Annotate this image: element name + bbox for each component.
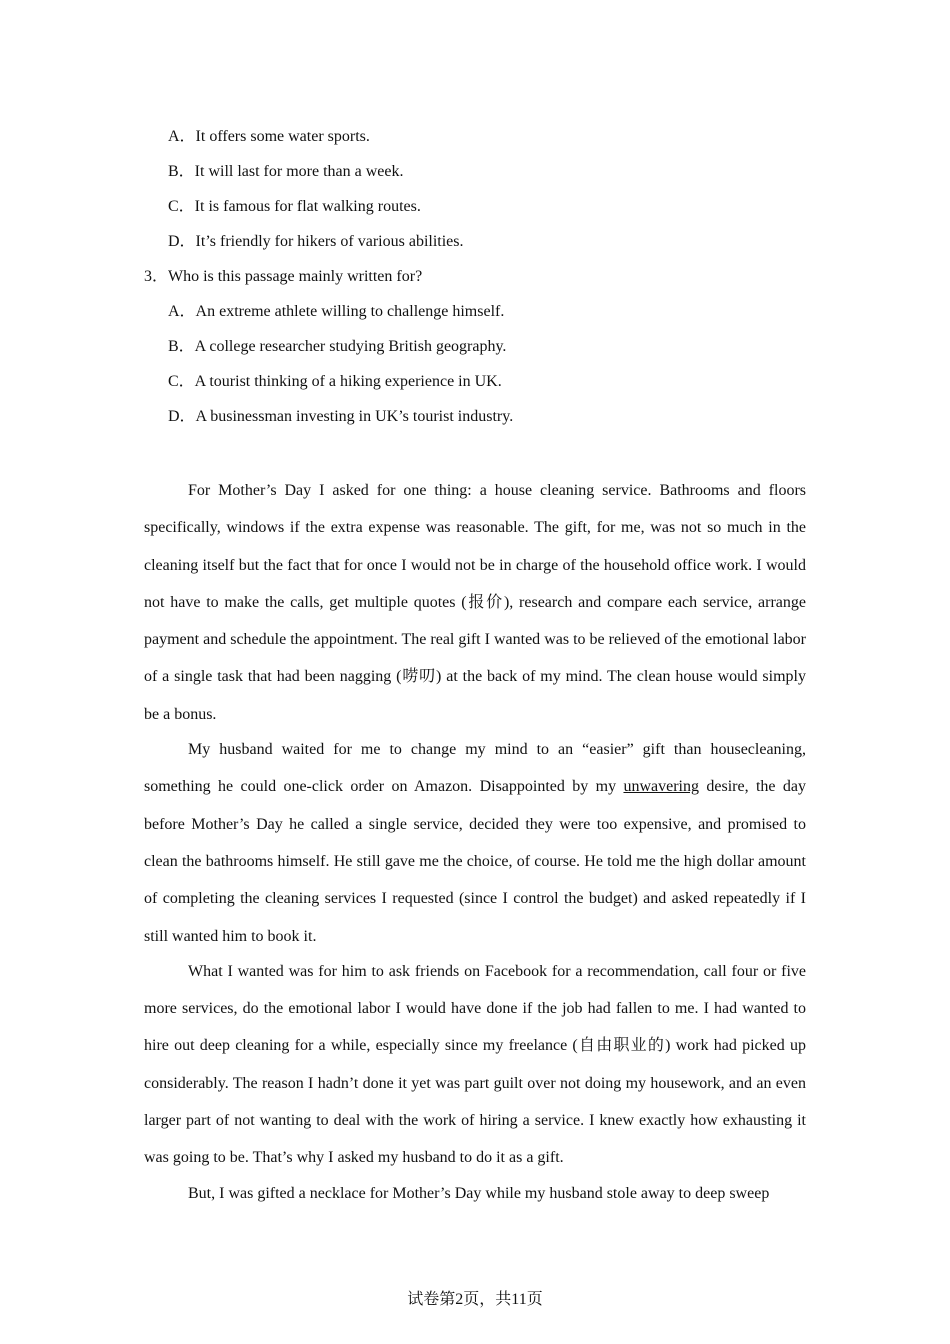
passage-paragraph-1: For Mother’s Day I asked for one thing: a house cleaning service. Bathrooms and floors specifically, windows if the extra expense was reasonable. The gift, for me, was not so much in the cleaning itself but the fact that for once I would not be in charge of the household office work. I would not have to make the calls, get multiple quotes (报价), research and compare each service, arrange payment and schedule the appointment. The real gift I wanted was to be relieved of the emotional labor of a single task that had been nagging (唠叨) at the back of my mind. The clean house would simply be a bonus. [144,482,806,723]
reading-passage [144,472,806,1210]
page-footer: 试卷第2页，共11页 [407,1291,543,1308]
q3-option-b: B．A college researcher studying British geography. [168,338,507,355]
q3-option-c: C．A tourist thinking of a hiking experience in UK. [168,373,502,390]
passage-paragraph-3: What I wanted was for him to ask friends on Facebook for a recommendation, call four or five more services, do the emotional labor I would have done if the job had fallen to me. I had wanted to hire out deep cleaning for a while, especially since my freelance (自由职业的) work had picked up considerably. The reason I hadn’t done it yet was part guilt over not doing my housework, and an even larger part of not wanting to deal with the work of hiring a service. I knew exactly how exhausting it was going to be. That’s why I asked my husband to do it as a gift. [144,962,806,1167]
q2-option-a: A．It offers some water sports. [168,128,370,145]
q3-option-d: D．A businessman investing in UK’s tourist industry. [168,408,514,425]
passage-paragraph-4: But, I was gifted a necklace for Mother’s Day while my husband stole away to deep sweep [188,1184,770,1202]
q2-option-c: C．It is famous for flat walking routes. [168,198,421,215]
q2-option-d: D．It’s friendly for hikers of various abilities. [168,233,464,250]
underlined-word: unwavering [623,778,699,796]
q3-stem: 3．Who is this passage mainly written for? [144,268,423,285]
q2-option-b: B．It will last for more than a week. [168,163,404,180]
q3-option-a: A．An extreme athlete willing to challenge himself. [168,303,505,320]
paragraph-2-text-start: My husband waited for me to change my mind to an “easier” gift than housecleaning, something he could one-click order on Amazon. Disappointed by my [144,741,806,796]
passage-paragraph-2 [144,731,806,955]
paragraph-2-text-end: desire, the day before Mother’s Day he called a single service, decided they were too expensive, and promised to clean the bathrooms himself. He still gave me the choice, of course. He told me the high dollar amount of completing the cleaning services I requested (since I control the budget) and asked repeatedly if I still wanted him to book it. [144,778,806,945]
